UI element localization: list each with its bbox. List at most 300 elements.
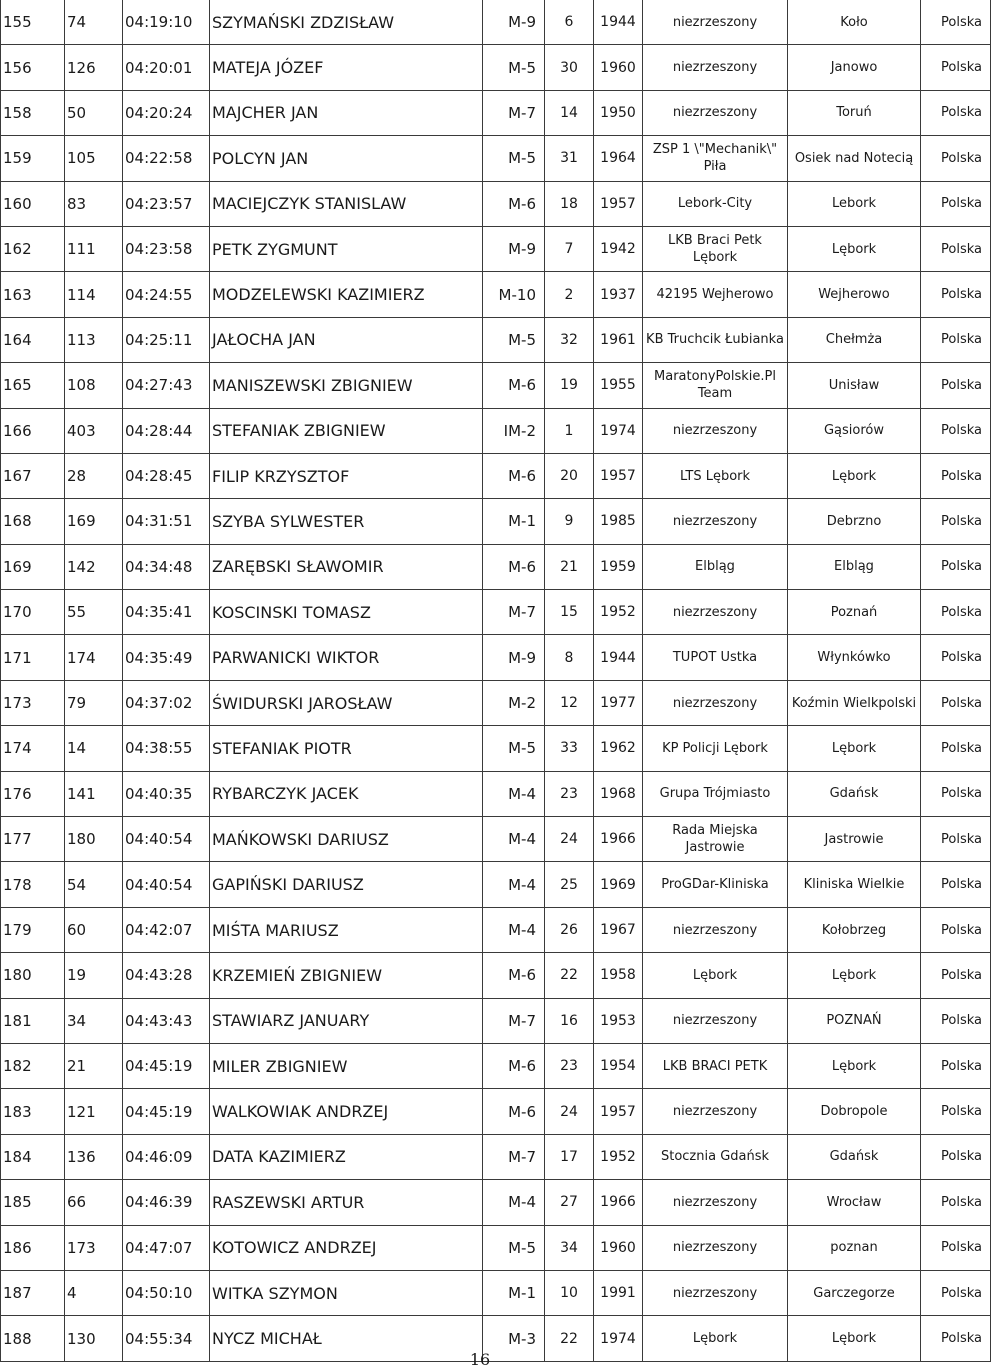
- country-cell: Polska: [921, 272, 991, 317]
- name-cell: FILIP KRZYSZTOF: [210, 453, 483, 498]
- place-cell: 181: [1, 998, 65, 1043]
- country-cell: Polska: [921, 1089, 991, 1134]
- name-cell: MACIEJCZYK STANISLAW: [210, 181, 483, 226]
- club-cell: LKB Braci Petk Lębork: [643, 226, 788, 271]
- club-cell: niezrzeszony: [643, 1270, 788, 1315]
- city-cell: Lębork: [788, 953, 921, 998]
- birth-year-cell: 1961: [594, 317, 643, 362]
- country-cell: Polska: [921, 1043, 991, 1088]
- birth-year-cell: 1967: [594, 907, 643, 952]
- category-place-cell: 31: [545, 136, 594, 181]
- city-cell: Chełmża: [788, 317, 921, 362]
- birth-year-cell: 1957: [594, 1089, 643, 1134]
- place-cell: 164: [1, 317, 65, 362]
- place-cell: 159: [1, 136, 65, 181]
- name-cell: RYBARCZYK JACEK: [210, 771, 483, 816]
- country-cell: Polska: [921, 680, 991, 725]
- name-cell: ZARĘBSKI SŁAWOMIR: [210, 544, 483, 589]
- country-cell: Polska: [921, 363, 991, 408]
- place-cell: 165: [1, 363, 65, 408]
- city-cell: Jastrowie: [788, 817, 921, 862]
- country-cell: Polska: [921, 408, 991, 453]
- table-row: [1, 771, 991, 816]
- time-cell: 04:24:55: [123, 272, 210, 317]
- birth-year-cell: 1960: [594, 45, 643, 90]
- category-place-cell: 2: [545, 272, 594, 317]
- birth-year-cell: 1957: [594, 181, 643, 226]
- city-cell: Koło: [788, 0, 921, 45]
- birth-year-cell: 1954: [594, 1043, 643, 1088]
- category-place-cell: 6: [545, 0, 594, 45]
- category-place-cell: 14: [545, 90, 594, 135]
- table-row: [1, 1225, 991, 1270]
- name-cell: MODZELEWSKI KAZIMIERZ: [210, 272, 483, 317]
- category-place-cell: 32: [545, 317, 594, 362]
- category-place-cell: 30: [545, 45, 594, 90]
- time-cell: 04:23:58: [123, 226, 210, 271]
- birth-year-cell: 1957: [594, 453, 643, 498]
- club-cell: Lebork-City: [643, 181, 788, 226]
- name-cell: ŚWIDURSKI JAROSŁAW: [210, 680, 483, 725]
- club-cell: 42195 Wejherowo: [643, 272, 788, 317]
- category-cell: M-6: [483, 181, 545, 226]
- club-cell: niezrzeszony: [643, 1225, 788, 1270]
- club-cell: ProGDar-Kliniska: [643, 862, 788, 907]
- category-cell: M-4: [483, 1180, 545, 1225]
- name-cell: KRZEMIEŃ ZBIGNIEW: [210, 953, 483, 998]
- category-cell: M-2: [483, 680, 545, 725]
- category-place-cell: 12: [545, 680, 594, 725]
- place-cell: 183: [1, 1089, 65, 1134]
- bib-cell: 126: [65, 45, 123, 90]
- category-place-cell: 15: [545, 590, 594, 635]
- time-cell: 04:37:02: [123, 680, 210, 725]
- bib-cell: 136: [65, 1134, 123, 1179]
- time-cell: 04:34:48: [123, 544, 210, 589]
- club-cell: KB Truchcik Łubianka: [643, 317, 788, 362]
- birth-year-cell: 1966: [594, 1180, 643, 1225]
- city-cell: Gdańsk: [788, 1134, 921, 1179]
- country-cell: Polska: [921, 1225, 991, 1270]
- birth-year-cell: 1944: [594, 635, 643, 680]
- country-cell: Polska: [921, 226, 991, 271]
- category-cell: M-6: [483, 363, 545, 408]
- country-cell: Polska: [921, 590, 991, 635]
- country-cell: Polska: [921, 317, 991, 362]
- birth-year-cell: 1952: [594, 590, 643, 635]
- birth-year-cell: 1974: [594, 408, 643, 453]
- country-cell: Polska: [921, 1134, 991, 1179]
- bib-cell: 55: [65, 590, 123, 635]
- city-cell: Lębork: [788, 226, 921, 271]
- bib-cell: 60: [65, 907, 123, 952]
- category-place-cell: 24: [545, 1089, 594, 1134]
- club-cell: MaratonyPolskie.Pl Team: [643, 363, 788, 408]
- category-place-cell: 1: [545, 408, 594, 453]
- category-cell: M-5: [483, 1225, 545, 1270]
- time-cell: 04:35:49: [123, 635, 210, 680]
- country-cell: Polska: [921, 1180, 991, 1225]
- place-cell: 179: [1, 907, 65, 952]
- time-cell: 04:45:19: [123, 1043, 210, 1088]
- place-cell: 158: [1, 90, 65, 135]
- birth-year-cell: 1944: [594, 0, 643, 45]
- category-place-cell: 24: [545, 817, 594, 862]
- name-cell: PETK ZYGMUNT: [210, 226, 483, 271]
- table-row: [1, 272, 991, 317]
- city-cell: Wrocław: [788, 1180, 921, 1225]
- time-cell: 04:40:54: [123, 862, 210, 907]
- category-cell: IM-2: [483, 408, 545, 453]
- bib-cell: 105: [65, 136, 123, 181]
- birth-year-cell: 1985: [594, 499, 643, 544]
- category-cell: M-4: [483, 862, 545, 907]
- table-row: [1, 726, 991, 771]
- city-cell: Poznań: [788, 590, 921, 635]
- birth-year-cell: 1991: [594, 1270, 643, 1315]
- city-cell: Koźmin Wielkpolski: [788, 680, 921, 725]
- time-cell: 04:35:41: [123, 590, 210, 635]
- table-row: [1, 590, 991, 635]
- time-cell: 04:22:58: [123, 136, 210, 181]
- country-cell: Polska: [921, 862, 991, 907]
- birth-year-cell: 1977: [594, 680, 643, 725]
- birth-year-cell: 1959: [594, 544, 643, 589]
- place-cell: 182: [1, 1043, 65, 1088]
- bib-cell: 180: [65, 817, 123, 862]
- city-cell: Garczegorze: [788, 1270, 921, 1315]
- category-cell: M-9: [483, 0, 545, 45]
- place-cell: 162: [1, 226, 65, 271]
- time-cell: 04:43:43: [123, 998, 210, 1043]
- category-cell: M-1: [483, 1270, 545, 1315]
- country-cell: Polska: [921, 726, 991, 771]
- table-row: [1, 0, 991, 45]
- table-row: [1, 1043, 991, 1088]
- city-cell: Lebork: [788, 181, 921, 226]
- table-row: [1, 953, 991, 998]
- birth-year-cell: 1950: [594, 90, 643, 135]
- category-cell: M-9: [483, 635, 545, 680]
- club-cell: Lębork: [643, 1316, 788, 1361]
- page-number: 16: [469, 1350, 491, 1369]
- time-cell: 04:43:28: [123, 953, 210, 998]
- table-row: [1, 680, 991, 725]
- birth-year-cell: 1964: [594, 136, 643, 181]
- name-cell: KOTOWICZ ANDRZEJ: [210, 1225, 483, 1270]
- table-row: [1, 499, 991, 544]
- name-cell: STEFANIAK PIOTR: [210, 726, 483, 771]
- name-cell: STEFANIAK ZBIGNIEW: [210, 408, 483, 453]
- name-cell: MAJCHER JAN: [210, 90, 483, 135]
- country-cell: Polska: [921, 499, 991, 544]
- club-cell: niezrzeszony: [643, 1180, 788, 1225]
- category-cell: M-1: [483, 499, 545, 544]
- table-row: [1, 1270, 991, 1315]
- category-place-cell: 18: [545, 181, 594, 226]
- category-place-cell: 22: [545, 953, 594, 998]
- table-row: [1, 317, 991, 362]
- category-place-cell: 26: [545, 907, 594, 952]
- category-cell: M-6: [483, 544, 545, 589]
- time-cell: 04:46:09: [123, 1134, 210, 1179]
- city-cell: Lębork: [788, 453, 921, 498]
- birth-year-cell: 1960: [594, 1225, 643, 1270]
- place-cell: 186: [1, 1225, 65, 1270]
- category-place-cell: 33: [545, 726, 594, 771]
- time-cell: 04:23:57: [123, 181, 210, 226]
- place-cell: 167: [1, 453, 65, 498]
- category-cell: M-5: [483, 726, 545, 771]
- place-cell: 187: [1, 1270, 65, 1315]
- country-cell: Polska: [921, 0, 991, 45]
- bib-cell: 114: [65, 272, 123, 317]
- place-cell: 170: [1, 590, 65, 635]
- category-cell: M-4: [483, 817, 545, 862]
- bib-cell: 74: [65, 0, 123, 45]
- category-place-cell: 8: [545, 635, 594, 680]
- place-cell: 171: [1, 635, 65, 680]
- place-cell: 155: [1, 0, 65, 45]
- country-cell: Polska: [921, 771, 991, 816]
- bib-cell: 66: [65, 1180, 123, 1225]
- bib-cell: 174: [65, 635, 123, 680]
- club-cell: niezrzeszony: [643, 90, 788, 135]
- category-cell: M-4: [483, 907, 545, 952]
- city-cell: Elbląg: [788, 544, 921, 589]
- club-cell: Lębork: [643, 953, 788, 998]
- city-cell: Dobropole: [788, 1089, 921, 1134]
- country-cell: Polska: [921, 181, 991, 226]
- club-cell: niezrzeszony: [643, 907, 788, 952]
- category-place-cell: 17: [545, 1134, 594, 1179]
- country-cell: Polska: [921, 907, 991, 952]
- bib-cell: 79: [65, 680, 123, 725]
- place-cell: 178: [1, 862, 65, 907]
- time-cell: 04:28:44: [123, 408, 210, 453]
- name-cell: STAWIARZ JANUARY: [210, 998, 483, 1043]
- club-cell: niezrzeszony: [643, 998, 788, 1043]
- city-cell: Toruń: [788, 90, 921, 135]
- category-cell: M-6: [483, 953, 545, 998]
- category-cell: M-7: [483, 1134, 545, 1179]
- name-cell: WALKOWIAK ANDRZEJ: [210, 1089, 483, 1134]
- table-row: [1, 408, 991, 453]
- time-cell: 04:40:54: [123, 817, 210, 862]
- city-cell: Debrzno: [788, 499, 921, 544]
- bib-cell: 113: [65, 317, 123, 362]
- city-cell: Janowo: [788, 45, 921, 90]
- category-cell: M-6: [483, 453, 545, 498]
- name-cell: SZYBA SYLWESTER: [210, 499, 483, 544]
- club-cell: ZSP 1 \"Mechanik\" Piła: [643, 136, 788, 181]
- bib-cell: 130: [65, 1316, 123, 1361]
- bib-cell: 403: [65, 408, 123, 453]
- category-cell: M-3: [483, 1316, 545, 1361]
- club-cell: Grupa Trójmiasto: [643, 771, 788, 816]
- table-row: [1, 453, 991, 498]
- place-cell: 188: [1, 1316, 65, 1361]
- country-cell: Polska: [921, 1316, 991, 1361]
- name-cell: POLCYN JAN: [210, 136, 483, 181]
- place-cell: 184: [1, 1134, 65, 1179]
- table-row: [1, 1089, 991, 1134]
- birth-year-cell: 1952: [594, 1134, 643, 1179]
- category-place-cell: 9: [545, 499, 594, 544]
- bib-cell: 14: [65, 726, 123, 771]
- time-cell: 04:47:07: [123, 1225, 210, 1270]
- place-cell: 180: [1, 953, 65, 998]
- city-cell: Wejherowo: [788, 272, 921, 317]
- city-cell: Lębork: [788, 1043, 921, 1088]
- category-place-cell: 23: [545, 1043, 594, 1088]
- time-cell: 04:46:39: [123, 1180, 210, 1225]
- city-cell: Włynkówko: [788, 635, 921, 680]
- club-cell: niezrzeszony: [643, 680, 788, 725]
- table-row: [1, 544, 991, 589]
- bib-cell: 169: [65, 499, 123, 544]
- bib-cell: 111: [65, 226, 123, 271]
- name-cell: MATEJA JÓZEF: [210, 45, 483, 90]
- bib-cell: 50: [65, 90, 123, 135]
- birth-year-cell: 1955: [594, 363, 643, 408]
- time-cell: 04:40:35: [123, 771, 210, 816]
- city-cell: Osiek nad Notecią: [788, 136, 921, 181]
- table-row: [1, 635, 991, 680]
- table-row: [1, 998, 991, 1043]
- city-cell: Gdańsk: [788, 771, 921, 816]
- category-cell: M-6: [483, 1089, 545, 1134]
- category-place-cell: 23: [545, 771, 594, 816]
- city-cell: Unisław: [788, 363, 921, 408]
- city-cell: Gąsiorów: [788, 408, 921, 453]
- bib-cell: 108: [65, 363, 123, 408]
- name-cell: MANISZEWSKI ZBIGNIEW: [210, 363, 483, 408]
- name-cell: MIŚTA MARIUSZ: [210, 907, 483, 952]
- place-cell: 166: [1, 408, 65, 453]
- time-cell: 04:42:07: [123, 907, 210, 952]
- time-cell: 04:20:01: [123, 45, 210, 90]
- country-cell: Polska: [921, 635, 991, 680]
- category-cell: M-5: [483, 317, 545, 362]
- place-cell: 174: [1, 726, 65, 771]
- club-cell: KP Policji Lębork: [643, 726, 788, 771]
- category-place-cell: 7: [545, 226, 594, 271]
- country-cell: Polska: [921, 1270, 991, 1315]
- place-cell: 185: [1, 1180, 65, 1225]
- category-cell: M-10: [483, 272, 545, 317]
- name-cell: GAPIŃSKI DARIUSZ: [210, 862, 483, 907]
- category-cell: M-5: [483, 45, 545, 90]
- bib-cell: 83: [65, 181, 123, 226]
- place-cell: 163: [1, 272, 65, 317]
- table-row: [1, 45, 991, 90]
- name-cell: RASZEWSKI ARTUR: [210, 1180, 483, 1225]
- place-cell: 160: [1, 181, 65, 226]
- city-cell: POZNAŃ: [788, 998, 921, 1043]
- time-cell: 04:38:55: [123, 726, 210, 771]
- city-cell: Lębork: [788, 1316, 921, 1361]
- country-cell: Polska: [921, 817, 991, 862]
- city-cell: poznan: [788, 1225, 921, 1270]
- name-cell: WITKA SZYMON: [210, 1270, 483, 1315]
- place-cell: 173: [1, 680, 65, 725]
- city-cell: Kliniska Wielkie: [788, 862, 921, 907]
- birth-year-cell: 1974: [594, 1316, 643, 1361]
- category-cell: M-7: [483, 590, 545, 635]
- birth-year-cell: 1969: [594, 862, 643, 907]
- club-cell: niezrzeszony: [643, 1089, 788, 1134]
- time-cell: 04:50:10: [123, 1270, 210, 1315]
- category-cell: M-6: [483, 1043, 545, 1088]
- country-cell: Polska: [921, 544, 991, 589]
- club-cell: Rada Miejska Jastrowie: [643, 817, 788, 862]
- table-row: [1, 1180, 991, 1225]
- name-cell: PARWANICKI WIKTOR: [210, 635, 483, 680]
- name-cell: SZYMAŃSKI ZDZISŁAW: [210, 0, 483, 45]
- place-cell: 169: [1, 544, 65, 589]
- bib-cell: 173: [65, 1225, 123, 1270]
- time-cell: 04:28:45: [123, 453, 210, 498]
- club-cell: LKB BRACI PETK: [643, 1043, 788, 1088]
- country-cell: Polska: [921, 998, 991, 1043]
- city-cell: Kołobrzeg: [788, 907, 921, 952]
- category-place-cell: 20: [545, 453, 594, 498]
- birth-year-cell: 1958: [594, 953, 643, 998]
- bib-cell: 54: [65, 862, 123, 907]
- place-cell: 156: [1, 45, 65, 90]
- birth-year-cell: 1953: [594, 998, 643, 1043]
- category-place-cell: 34: [545, 1225, 594, 1270]
- birth-year-cell: 1942: [594, 226, 643, 271]
- club-cell: niezrzeszony: [643, 408, 788, 453]
- category-cell: M-9: [483, 226, 545, 271]
- birth-year-cell: 1966: [594, 817, 643, 862]
- results-table-body: [1, 0, 991, 1361]
- bib-cell: 141: [65, 771, 123, 816]
- birth-year-cell: 1968: [594, 771, 643, 816]
- birth-year-cell: 1937: [594, 272, 643, 317]
- category-place-cell: 10: [545, 1270, 594, 1315]
- category-cell: M-5: [483, 136, 545, 181]
- category-place-cell: 21: [545, 544, 594, 589]
- category-cell: M-7: [483, 998, 545, 1043]
- time-cell: 04:20:24: [123, 90, 210, 135]
- bib-cell: 121: [65, 1089, 123, 1134]
- name-cell: MILER ZBIGNIEW: [210, 1043, 483, 1088]
- table-row: [1, 907, 991, 952]
- table-row: [1, 1134, 991, 1179]
- bib-cell: 21: [65, 1043, 123, 1088]
- time-cell: 04:31:51: [123, 499, 210, 544]
- table-row: [1, 862, 991, 907]
- category-place-cell: 25: [545, 862, 594, 907]
- table-row: [1, 181, 991, 226]
- name-cell: MAŃKOWSKI DARIUSZ: [210, 817, 483, 862]
- bib-cell: 4: [65, 1270, 123, 1315]
- category-cell: M-7: [483, 90, 545, 135]
- table-row: [1, 136, 991, 181]
- category-place-cell: 19: [545, 363, 594, 408]
- bib-cell: 34: [65, 998, 123, 1043]
- category-place-cell: 16: [545, 998, 594, 1043]
- club-cell: niezrzeszony: [643, 590, 788, 635]
- name-cell: KOSCINSKI TOMASZ: [210, 590, 483, 635]
- club-cell: niezrzeszony: [643, 45, 788, 90]
- country-cell: Polska: [921, 953, 991, 998]
- country-cell: Polska: [921, 45, 991, 90]
- name-cell: DATA KAZIMIERZ: [210, 1134, 483, 1179]
